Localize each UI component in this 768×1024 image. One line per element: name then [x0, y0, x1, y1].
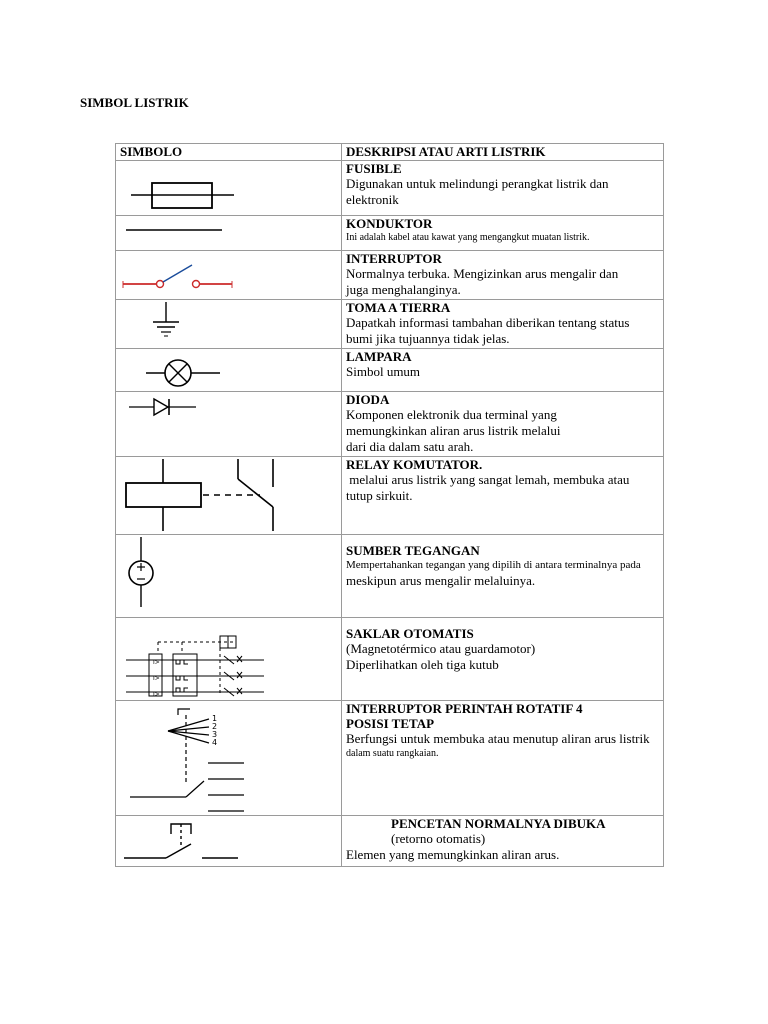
row-desc: Simbol umum — [346, 364, 421, 379]
lamp-icon — [116, 349, 342, 391]
svg-text:I>: I> — [153, 675, 160, 682]
switch-icon — [116, 251, 342, 299]
row-desc: memungkinkan aliran arus listrik melalui — [346, 423, 561, 438]
rotary-switch-icon — [116, 701, 342, 815]
row-desc: Elemen yang memungkinkan aliran arus. — [346, 847, 560, 862]
row-name: RELAY KOMUTATOR. — [346, 457, 483, 472]
table-header-row — [116, 144, 664, 161]
row-desc: (Magnetotérmico atau guardamotor) — [346, 641, 536, 656]
row-name: DIODA — [346, 392, 390, 407]
row-name: INTERRUPTOR — [346, 251, 442, 266]
svg-text:I>: I> — [153, 659, 160, 666]
row-name-2: POSISI TETAP — [346, 716, 435, 731]
header-simbolo: SIMBOLO — [116, 144, 342, 161]
rotary-label: 2 — [212, 722, 218, 731]
table-row — [116, 300, 664, 349]
row-desc: juga menghalanginya. — [346, 282, 461, 297]
table-row — [116, 251, 664, 300]
row-name: FUSIBLE — [346, 161, 402, 176]
row-name: LAMPARA — [346, 349, 412, 364]
row-name: PENCETAN NORMALNYA DIBUKA — [391, 816, 606, 831]
row-desc: dari dia dalam satu arah. — [346, 439, 474, 454]
pushbutton-icon — [116, 816, 342, 866]
row-desc: Dapatkah informasi tambahan diberikan tentang status — [346, 315, 630, 330]
table-row — [116, 457, 664, 535]
row-desc: melalui arus listrik yang sangat lemah, membuka atau — [346, 472, 630, 487]
row-desc: (retorno otomatis) — [391, 831, 486, 846]
row-name: TOMA A TIERRA — [346, 300, 451, 315]
breaker-icon — [116, 618, 342, 700]
table-row — [116, 701, 664, 816]
row-desc: Normalnya terbuka. Mengizinkan arus mengalir dan — [346, 266, 619, 281]
ground-icon — [116, 300, 342, 348]
rotary-label: 3 — [212, 730, 218, 739]
document-title: SIMBOL LISTRIK — [80, 95, 189, 110]
header-deskripsi: DESKRIPSI ATAU ARTI LISTRIK — [342, 144, 664, 161]
symbol-table — [115, 143, 664, 867]
table-row — [116, 216, 664, 251]
rotary-label: 1 — [212, 714, 218, 723]
row-name: KONDUKTOR — [346, 216, 433, 231]
row-desc: Mempertahankan tegangan yang dipilih di antara terminalnya pada — [346, 559, 641, 571]
table-row — [116, 392, 664, 457]
row-desc: dalam suatu rangkaian. — [346, 748, 439, 759]
table-row — [116, 816, 664, 867]
row-desc: tutup sirkuit. — [346, 488, 413, 503]
relay-icon — [116, 457, 342, 534]
rotary-label: 4 — [212, 738, 218, 747]
voltage-source-icon — [116, 535, 342, 617]
row-desc: Berfungsi untuk membuka atau menutup aliran arus listrik — [346, 731, 650, 746]
row-desc: Diperlihatkan oleh tiga kutub — [346, 657, 499, 672]
row-name: SUMBER TEGANGAN — [346, 543, 480, 558]
row-desc: bumi jika tujuannya tidak jelas. — [346, 331, 510, 346]
conductor-icon — [116, 216, 342, 250]
row-name: SAKLAR OTOMATIS — [346, 626, 474, 641]
row-name: INTERRUPTOR PERINTAH ROTATIF 4 — [346, 701, 583, 716]
table-row — [116, 349, 664, 392]
row-desc: meskipun arus mengalir melaluinya. — [346, 573, 536, 588]
table-row — [116, 161, 664, 216]
diode-icon — [116, 392, 342, 456]
row-desc: Digunakan untuk melindungi perangkat listrik dan elektronik — [346, 176, 609, 207]
fuse-icon — [116, 161, 342, 215]
row-desc: Komponen elektronik dua terminal yang — [346, 407, 557, 422]
svg-text:I>: I> — [153, 691, 160, 698]
table-row — [116, 535, 664, 618]
table-row — [116, 618, 664, 701]
row-desc: Ini adalah kabel atau kawat yang mengangkut muatan listrik. — [346, 232, 590, 243]
